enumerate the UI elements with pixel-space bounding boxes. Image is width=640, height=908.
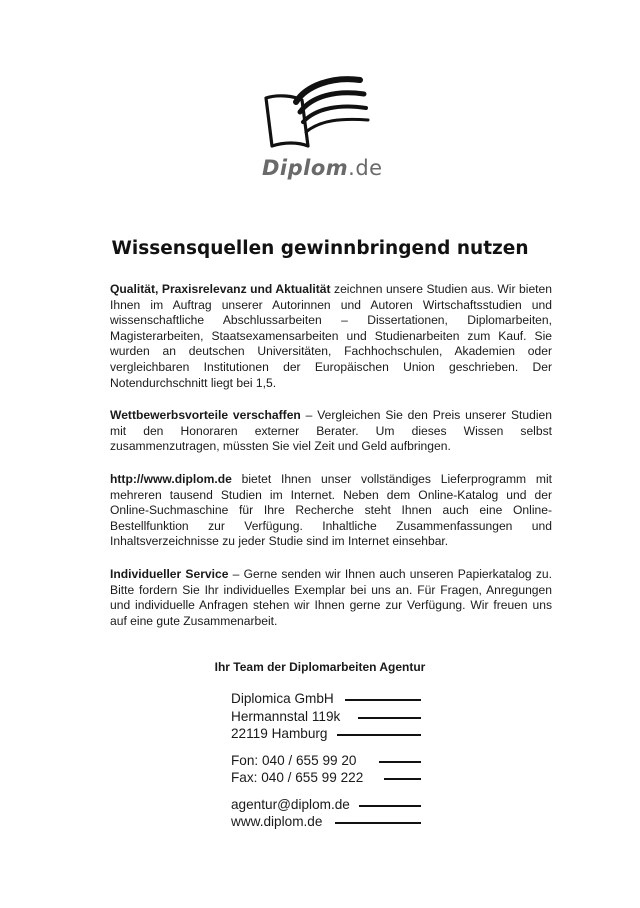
paragraph-text: bietet Ihnen unser vollständiges Lieferprogramm mit mehreren tausend Studien im Internet. Neben dem Online-Katalog und der Online-Suchmaschine für Ihre Recherche steht Ihnen auch eine Online-Bestellfunktion zur Verfügung. Inhaltliche Zusammenfassungen und Inhaltsverzeichnisse zu jeder Studie sind im Internet einsehbar. bbox=[110, 471, 552, 549]
company-name: Diplomica GmbH bbox=[231, 691, 334, 706]
street: Hermannstal 119k bbox=[231, 708, 341, 724]
divider-rule bbox=[358, 717, 421, 719]
paragraph-text: – Gerne senden wir Ihnen auch unseren Papierkatalog zu. Bitte fordern Sie Ihr individuelles Exemplar bei uns an. Für Fragen, Anregungen und individuelle Anfragen stehen wir Ihnen gerne zur Verfügung. Wir freuen uns auf eine gute Zusammenarbeit. bbox=[110, 566, 552, 628]
logo-name: Diplom bbox=[262, 156, 349, 180]
email-line bbox=[231, 796, 363, 814]
page-title: Wissensquellen gewinnbringend nutzen bbox=[111, 238, 529, 259]
diplom-logo-icon bbox=[258, 72, 378, 152]
paragraph-lead: Wettbewerbsvorteile verschaffen bbox=[110, 408, 301, 423]
paragraph-quality bbox=[110, 282, 552, 391]
paragraph-lead: Qualität, Praxisrelevanz und Aktualität bbox=[110, 282, 331, 296]
phone-line bbox=[231, 752, 363, 770]
address-block bbox=[231, 690, 363, 831]
paragraph-text: – Vergleichen Sie den Preis unserer Studien mit den Honoraren externer Berater. Um dieses Wissen selbst zusammenzutragen, müssten Sie viel Zeit und Geld aufbringen. bbox=[110, 408, 552, 454]
paragraph-service bbox=[110, 567, 552, 629]
city-line bbox=[231, 725, 363, 743]
street-line bbox=[231, 708, 363, 726]
team-signature: Ihr Team der Diplomarbeiten Agentur bbox=[214, 660, 426, 674]
email-link[interactable]: agentur@diplom.de bbox=[231, 796, 350, 812]
paragraph-advantage bbox=[110, 408, 552, 455]
phone: Fon: 040 / 655 99 20 bbox=[231, 752, 357, 768]
divider-rule bbox=[379, 761, 421, 763]
paragraph-text: zeichnen unsere Studien aus. Wir bieten Ihnen im Auftrag unserer Autorinnen und Autoren Wirtschaftsstudien und wissenschaftliche Abschlussarbeiten – Dissertationen, Diplomarbeiten, Magisterarbeiten, Staatsexamensarbeiten und Studienarbeiten zum Kauf. Sie wurden an deutschen Universitäten, Fachhochschulen, Akademien oder vergleichbaren Institutionen der Europäischen Union geschrieben. Der Notendurchschnitt liegt bei 1,5. bbox=[110, 282, 552, 390]
paragraph-website bbox=[110, 472, 552, 550]
paragraph-lead: Individueller Service bbox=[110, 566, 229, 581]
fax: Fax: 040 / 655 99 222 bbox=[231, 770, 364, 785]
website-link[interactable]: http://www.diplom.de bbox=[110, 471, 232, 486]
divider-rule bbox=[359, 805, 421, 807]
web-link[interactable]: www.diplom.de bbox=[231, 814, 323, 829]
company-line bbox=[231, 690, 363, 708]
divider-rule bbox=[337, 734, 421, 736]
divider-rule bbox=[335, 822, 421, 824]
divider-rule bbox=[384, 778, 421, 780]
divider-rule bbox=[345, 699, 421, 701]
logo-suffix: .de bbox=[348, 156, 383, 180]
fax-line bbox=[231, 769, 363, 787]
web-line bbox=[231, 813, 363, 831]
logo-wordmark bbox=[262, 156, 402, 180]
body-text bbox=[110, 282, 552, 646]
city: 22119 Hamburg bbox=[231, 726, 328, 741]
